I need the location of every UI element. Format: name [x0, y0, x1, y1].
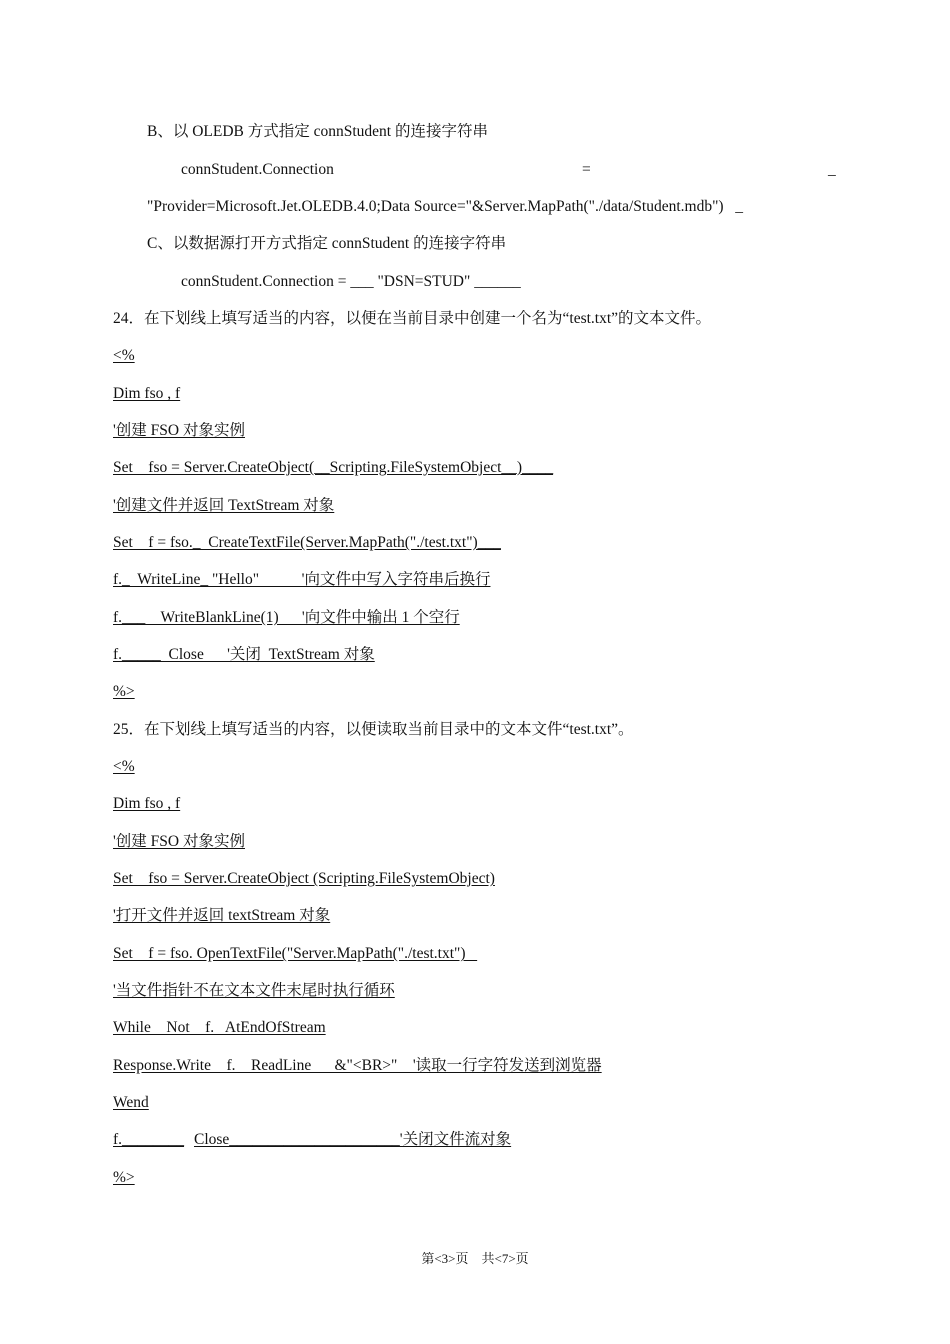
code-line: f._____ Close '关闭 TextStream 对象	[113, 646, 375, 663]
code-line: _	[828, 161, 836, 178]
code-comment: '创建文件并返回 TextStream 对象	[113, 497, 335, 514]
code-line: Set f = fso. OpenTextFile("Server.MapPath("./test.txt")	[113, 945, 478, 962]
code-comment: '创建 FSO 对象实例	[113, 422, 245, 439]
page-footer: 第<3>页 共<7>页	[421, 1251, 529, 1266]
code-comment: '当文件指针不在文本文件末尾时执行循环	[113, 982, 395, 999]
code-line: "Provider=Microsoft.Jet.OLEDB.4.0;Data Source="&Server.MapPath("./data/Student.mdb") _	[147, 198, 743, 215]
option-b-heading: B、以 OLEDB 方式指定 connStudent 的连接字符串	[147, 123, 488, 140]
code-line: f._ WriteLine_ "Hello" '向文件中写入字符串后换行	[113, 571, 491, 588]
code-line: Response.Write f. ReadLine &"<BR>" '读取一行字符发送到浏览器	[113, 1057, 602, 1074]
code-line: connStudent.Connection	[181, 161, 334, 178]
code-line: Set f = fso._ CreateTextFile(Server.MapPath("./test.txt")___	[113, 534, 501, 551]
code-line: Close______________________'关闭文件流对象	[194, 1131, 512, 1148]
code-line: %>	[113, 1169, 135, 1186]
code-comment: '打开文件并返回 textStream 对象	[113, 907, 331, 924]
code-line: <%	[113, 758, 135, 775]
code-line: connStudent.Connection = ___ "DSN=STUD" ______	[181, 273, 521, 290]
code-line: Dim fso , f	[113, 385, 181, 402]
question-25: 25．在下划线上填写适当的内容，以便读取当前目录中的文本文件“test.txt”。	[113, 721, 634, 738]
code-line: <%	[113, 347, 135, 364]
code-line: f.________	[113, 1131, 185, 1148]
code-line: Set fso = Server.CreateObject(__Scripting.FileSystemObject__)____	[113, 459, 554, 476]
code-line: Wend	[113, 1094, 149, 1111]
code-comment: '创建 FSO 对象实例	[113, 833, 245, 850]
code-line: Set fso = Server.CreateObject (Scripting.FileSystemObject)	[113, 870, 495, 887]
code-line: =	[582, 161, 591, 178]
code-line: f.___ WriteBlankLine(1) '向文件中输出 1 个空行	[113, 609, 460, 626]
option-c-heading: C、以数据源打开方式指定 connStudent 的连接字符串	[147, 235, 507, 252]
code-line: While Not f. AtEndOfStream	[113, 1019, 326, 1036]
code-line: %>	[113, 683, 135, 700]
code-line: Dim fso , f	[113, 795, 181, 812]
question-24: 24．在下划线上填写适当的内容，以便在当前目录中创建一个名为“test.txt”的文本文件。	[113, 310, 712, 327]
